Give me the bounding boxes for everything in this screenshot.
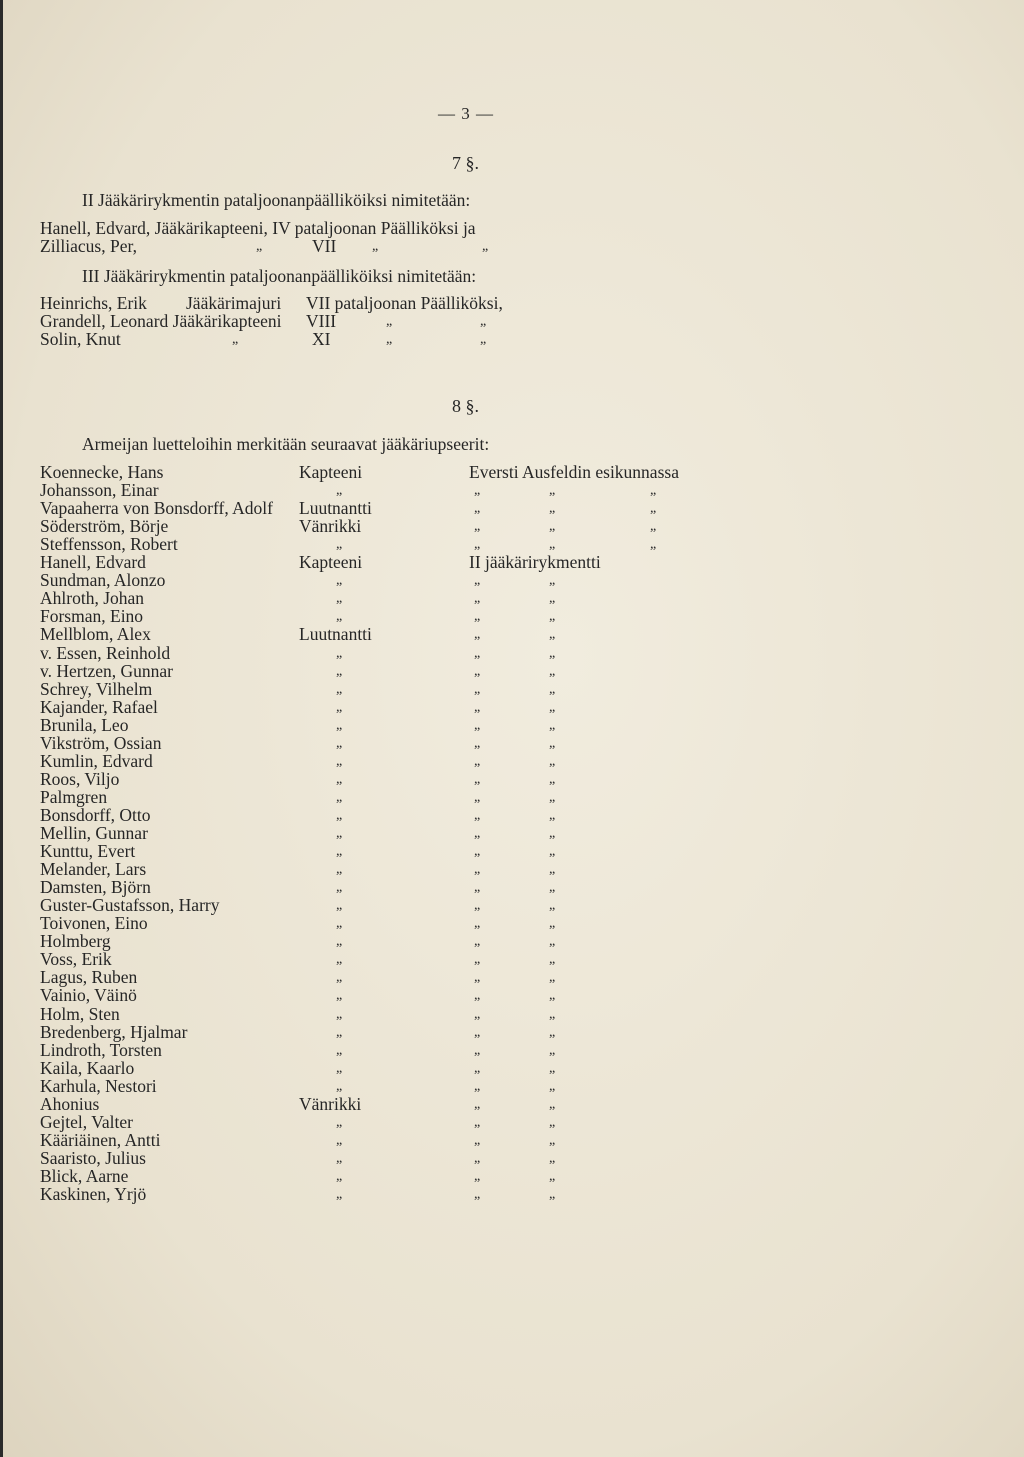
ditto-mark: „ xyxy=(480,314,487,329)
roster-unit: Eversti Ausfeldin esikunnassa xyxy=(469,462,679,482)
section-7-line: XI xyxy=(312,329,331,349)
ditto-mark: „ xyxy=(549,1007,556,1022)
ditto-mark: „ xyxy=(336,772,343,787)
roster-name: Söderström, Börje xyxy=(40,516,169,536)
ditto-mark: „ xyxy=(549,682,556,697)
roster-rank: Luutnantti xyxy=(299,624,372,644)
ditto-mark: „ xyxy=(549,790,556,805)
ditto-mark: „ xyxy=(336,1187,343,1202)
roster-name: Bonsdorff, Otto xyxy=(40,805,151,825)
ditto-mark: „ xyxy=(474,700,481,715)
ditto-mark: „ xyxy=(336,880,343,895)
roster-name: Vikström, Ossian xyxy=(40,733,162,753)
ditto-mark: „ xyxy=(474,1079,481,1094)
ditto-mark: „ xyxy=(549,1097,556,1112)
roster-rank: Vänrikki xyxy=(299,516,362,536)
ditto-mark: „ xyxy=(549,573,556,588)
ditto-mark: „ xyxy=(549,1061,556,1076)
ditto-mark: „ xyxy=(474,1025,481,1040)
ditto-mark: „ xyxy=(474,970,481,985)
roster-name: Schrey, Vilhelm xyxy=(40,679,153,699)
ditto-mark: „ xyxy=(336,898,343,913)
section-7-intro-1: II Jääkärirykmentin pataljoonanpäälliköiksi nimitetään: xyxy=(82,190,471,210)
roster-name: Ahlroth, Johan xyxy=(40,588,145,608)
ditto-mark: „ xyxy=(232,332,239,347)
roster-name: Kääriäinen, Antti xyxy=(40,1130,161,1150)
ditto-mark: „ xyxy=(549,519,556,534)
roster-name: Kajander, Rafael xyxy=(40,697,158,717)
ditto-mark: „ xyxy=(474,1115,481,1130)
roster-name: Guster-Gustafsson, Harry xyxy=(40,895,220,915)
ditto-mark: „ xyxy=(549,501,556,516)
roster-name: Steffensson, Robert xyxy=(40,534,178,554)
roster-name: Hanell, Edvard xyxy=(40,552,146,572)
ditto-mark: „ xyxy=(474,1097,481,1112)
ditto-mark: „ xyxy=(474,952,481,967)
ditto-mark: „ xyxy=(474,1061,481,1076)
ditto-mark: „ xyxy=(474,1043,481,1058)
ditto-mark: „ xyxy=(336,862,343,877)
ditto-mark: „ xyxy=(474,736,481,751)
roster-name: Roos, Viljo xyxy=(40,769,120,789)
ditto-mark: „ xyxy=(549,537,556,552)
ditto-mark: „ xyxy=(336,934,343,949)
ditto-mark: „ xyxy=(474,537,481,552)
ditto-mark: „ xyxy=(336,609,343,624)
section-8-heading: 8 §. xyxy=(452,396,479,416)
section-7-line: VIII xyxy=(306,311,337,331)
roster-name: Kumlin, Edvard xyxy=(40,751,153,771)
ditto-mark: „ xyxy=(386,314,393,329)
ditto-mark: „ xyxy=(336,916,343,931)
roster-name: Saaristo, Julius xyxy=(40,1148,146,1168)
ditto-mark: „ xyxy=(386,332,393,347)
ditto-mark: „ xyxy=(256,239,263,254)
ditto-mark: „ xyxy=(549,591,556,606)
section-7-intro-2: III Jääkärirykmentin pataljoonanpäälliköiksi nimitetään: xyxy=(82,266,477,286)
roster-name: Lagus, Ruben xyxy=(40,967,138,987)
page-edge xyxy=(0,0,3,1457)
ditto-mark: „ xyxy=(549,736,556,751)
ditto-mark: „ xyxy=(549,609,556,624)
roster-name: Kunttu, Evert xyxy=(40,841,136,861)
ditto-mark: „ xyxy=(549,934,556,949)
ditto-mark: „ xyxy=(650,519,657,534)
ditto-mark: „ xyxy=(549,1115,556,1130)
ditto-mark: „ xyxy=(474,790,481,805)
ditto-mark: „ xyxy=(549,826,556,841)
roster-name: Lindroth, Torsten xyxy=(40,1040,162,1060)
ditto-mark: „ xyxy=(650,501,657,516)
ditto-mark: „ xyxy=(336,646,343,661)
ditto-mark: „ xyxy=(372,239,379,254)
ditto-mark: „ xyxy=(549,1025,556,1040)
ditto-mark: „ xyxy=(474,862,481,877)
ditto-mark: „ xyxy=(336,1079,343,1094)
ditto-mark: „ xyxy=(549,1043,556,1058)
ditto-mark: „ xyxy=(549,844,556,859)
roster-name: Damsten, Björn xyxy=(40,877,151,897)
ditto-mark: „ xyxy=(336,736,343,751)
ditto-mark: „ xyxy=(474,573,481,588)
ditto-mark: „ xyxy=(474,483,481,498)
roster-name: Bredenberg, Hjalmar xyxy=(40,1022,188,1042)
ditto-mark: „ xyxy=(336,1169,343,1184)
ditto-mark: „ xyxy=(549,700,556,715)
ditto-mark: „ xyxy=(336,988,343,1003)
roster-name: Karhula, Nestori xyxy=(40,1076,157,1096)
section-7-line: VII pataljoonan Päälliköksi, xyxy=(306,293,503,313)
page-number: — 3 — xyxy=(438,104,494,123)
roster-name: Melander, Lars xyxy=(40,859,147,879)
ditto-mark: „ xyxy=(549,916,556,931)
ditto-mark: „ xyxy=(474,664,481,679)
ditto-mark: „ xyxy=(474,826,481,841)
ditto-mark: „ xyxy=(336,537,343,552)
roster-name: Gejtel, Valter xyxy=(40,1112,133,1132)
ditto-mark: „ xyxy=(336,1115,343,1130)
roster-rank: Vänrikki xyxy=(299,1094,362,1114)
roster-name: Forsman, Eino xyxy=(40,606,144,626)
roster-name: Kaila, Kaarlo xyxy=(40,1058,135,1078)
ditto-mark: „ xyxy=(474,1151,481,1166)
roster-name: Johansson, Einar xyxy=(40,480,159,500)
ditto-mark: „ xyxy=(474,808,481,823)
ditto-mark: „ xyxy=(650,537,657,552)
ditto-mark: „ xyxy=(474,1133,481,1148)
ditto-mark: „ xyxy=(474,519,481,534)
ditto-mark: „ xyxy=(480,332,487,347)
ditto-mark: „ xyxy=(336,1007,343,1022)
ditto-mark: „ xyxy=(549,1169,556,1184)
roster-name: Kaskinen, Yrjö xyxy=(40,1184,147,1204)
ditto-mark: „ xyxy=(549,952,556,967)
ditto-mark: „ xyxy=(549,862,556,877)
ditto-mark: „ xyxy=(474,609,481,624)
section-7-heading: 7 §. xyxy=(452,153,479,173)
ditto-mark: „ xyxy=(474,627,481,642)
ditto-mark: „ xyxy=(336,754,343,769)
ditto-mark: „ xyxy=(549,627,556,642)
section-7-line: Zilliacus, Per, xyxy=(40,236,137,256)
ditto-mark: „ xyxy=(474,934,481,949)
ditto-mark: „ xyxy=(549,664,556,679)
roster-name: Ahonius xyxy=(40,1094,100,1114)
roster-name: Mellin, Gunnar xyxy=(40,823,148,843)
roster-name: Koennecke, Hans xyxy=(40,462,164,482)
ditto-mark: „ xyxy=(474,844,481,859)
ditto-mark: „ xyxy=(336,682,343,697)
roster-name: Holm, Sten xyxy=(40,1004,120,1024)
roster-name: Toivonen, Eino xyxy=(40,913,148,933)
ditto-mark: „ xyxy=(336,844,343,859)
ditto-mark: „ xyxy=(549,1187,556,1202)
ditto-mark: „ xyxy=(336,970,343,985)
section-7-line: Hanell, Edvard, Jääkärikapteeni, IV pataljoonan Päälliköksi ja xyxy=(40,218,476,238)
ditto-mark: „ xyxy=(336,808,343,823)
ditto-mark: „ xyxy=(474,591,481,606)
roster-name: Brunila, Leo xyxy=(40,715,129,735)
ditto-mark: „ xyxy=(336,591,343,606)
ditto-mark: „ xyxy=(336,790,343,805)
roster-name: Holmberg xyxy=(40,931,111,951)
section-7-line: Heinrichs, Erik xyxy=(40,293,147,313)
ditto-mark: „ xyxy=(474,1169,481,1184)
section-8-intro: Armeijan luetteloihin merkitään seuraavat jääkäriupseerit: xyxy=(82,434,490,454)
section-7-line: Jääkärimajuri xyxy=(186,293,282,313)
roster-name: v. Essen, Reinhold xyxy=(40,643,171,663)
section-7-line: VII xyxy=(312,236,337,256)
roster-name: Vainio, Väinö xyxy=(40,985,137,1005)
ditto-mark: „ xyxy=(336,952,343,967)
ditto-mark: „ xyxy=(549,880,556,895)
ditto-mark: „ xyxy=(336,1061,343,1076)
ditto-mark: „ xyxy=(549,754,556,769)
ditto-mark: „ xyxy=(474,501,481,516)
ditto-mark: „ xyxy=(549,970,556,985)
ditto-mark: „ xyxy=(336,1043,343,1058)
ditto-mark: „ xyxy=(474,718,481,733)
ditto-mark: „ xyxy=(474,682,481,697)
ditto-mark: „ xyxy=(474,754,481,769)
ditto-mark: „ xyxy=(474,880,481,895)
ditto-mark: „ xyxy=(474,646,481,661)
roster-rank: Kapteeni xyxy=(299,552,363,572)
section-7-line: Grandell, Leonard Jääkärikapteeni xyxy=(40,311,282,331)
roster-name: Mellblom, Alex xyxy=(40,624,151,644)
ditto-mark: „ xyxy=(336,1133,343,1148)
roster-name: v. Hertzen, Gunnar xyxy=(40,661,173,681)
roster-name: Palmgren xyxy=(40,787,108,807)
ditto-mark: „ xyxy=(336,826,343,841)
roster-name: Blick, Aarne xyxy=(40,1166,129,1186)
roster-rank: Luutnantti xyxy=(299,498,372,518)
ditto-mark: „ xyxy=(474,1187,481,1202)
ditto-mark: „ xyxy=(474,898,481,913)
ditto-mark: „ xyxy=(336,1025,343,1040)
ditto-mark: „ xyxy=(549,1079,556,1094)
ditto-mark: „ xyxy=(336,718,343,733)
ditto-mark: „ xyxy=(549,718,556,733)
ditto-mark: „ xyxy=(336,700,343,715)
ditto-mark: „ xyxy=(549,898,556,913)
section-7-line: Solin, Knut xyxy=(40,329,121,349)
ditto-mark: „ xyxy=(474,988,481,1003)
roster-name: Voss, Erik xyxy=(40,949,112,969)
roster-rank: Kapteeni xyxy=(299,462,363,482)
roster-name: Vapaaherra von Bonsdorff, Adolf xyxy=(40,498,273,518)
ditto-mark: „ xyxy=(336,1151,343,1166)
ditto-mark: „ xyxy=(482,239,489,254)
roster-name: Sundman, Alonzo xyxy=(40,570,166,590)
ditto-mark: „ xyxy=(336,483,343,498)
ditto-mark: „ xyxy=(549,772,556,787)
ditto-mark: „ xyxy=(336,573,343,588)
ditto-mark: „ xyxy=(549,483,556,498)
ditto-mark: „ xyxy=(336,664,343,679)
ditto-mark: „ xyxy=(549,646,556,661)
ditto-mark: „ xyxy=(549,808,556,823)
roster-unit: II jääkärirykmentti xyxy=(469,552,601,572)
ditto-mark: „ xyxy=(549,988,556,1003)
ditto-mark: „ xyxy=(549,1151,556,1166)
ditto-mark: „ xyxy=(549,1133,556,1148)
ditto-mark: „ xyxy=(474,916,481,931)
ditto-mark: „ xyxy=(474,772,481,787)
ditto-mark: „ xyxy=(474,1007,481,1022)
ditto-mark: „ xyxy=(650,483,657,498)
